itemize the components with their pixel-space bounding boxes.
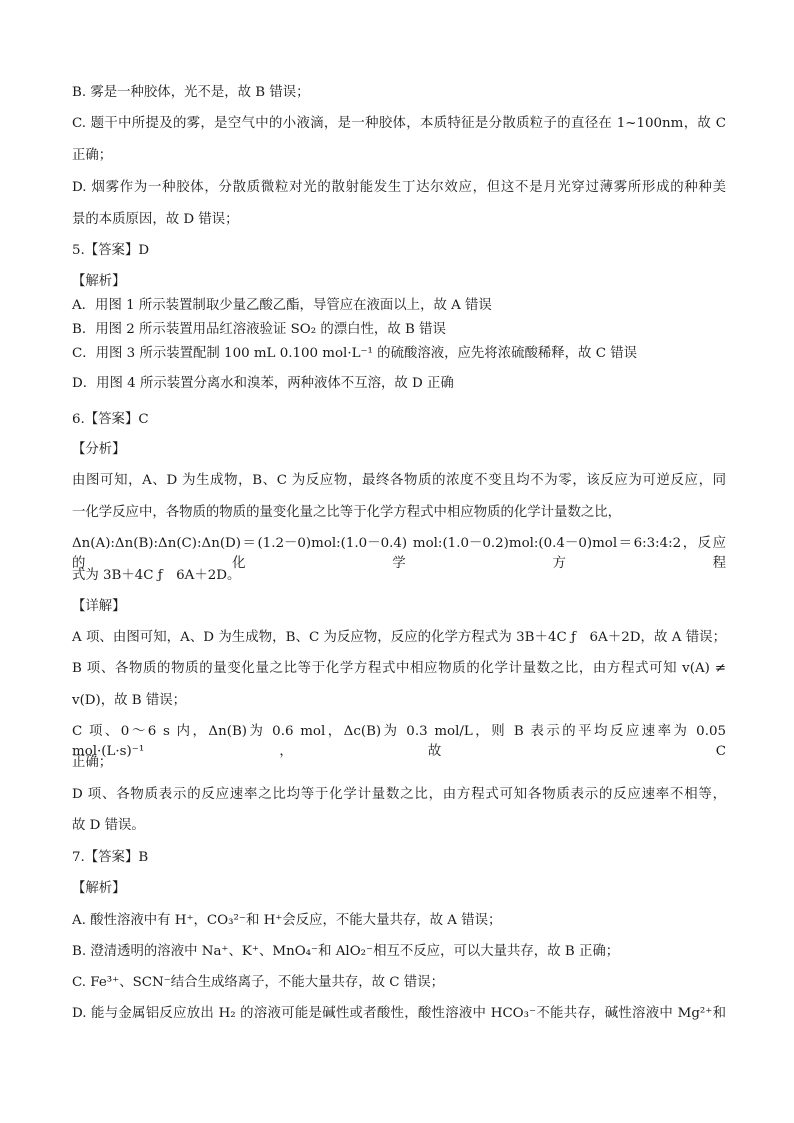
q7-answer: 7.【答案】B bbox=[72, 850, 149, 865]
q6-detail-b-line2: v(D)，故 B 错误； bbox=[72, 693, 187, 708]
q6-analysis-line4: 式为 3B＋4C ƒ 6A＋2D。 bbox=[72, 568, 241, 583]
q6-analysis-heading: 【分析】 bbox=[72, 442, 126, 457]
q6-analysis-line1: 由图可知，A、D 为生成物，B、C 为反应物，最终各物质的浓度不变且均不为零，该反应为可逆反应，同 bbox=[72, 473, 726, 488]
q6-analysis-line3: Δn(A):Δn(B):Δn(C):Δn(D)＝(1.2－0)mol:(1.0－0.4) mol:(1.0－0.2)mol:(0.4－0)mol＝6:3:4:2，反应的化学方程 bbox=[72, 536, 726, 571]
q5-answer: 5.【答案】D bbox=[72, 243, 150, 258]
q6-detail-d-line1: D 项、各物质表示的反应速率之比均等于化学计量数之比，由方程式可知各物质表示的反应速率不相等， bbox=[72, 787, 726, 802]
q6-detail-c-line1: C 项、0～6 s 内，Δn(B)为 0.6 mol，Δc(B)为 0.3 mol/L，则 B 表示的平均反应速率为 0.05 mol·(L·s)⁻¹，故 C bbox=[72, 724, 726, 759]
q4-option-c-line2: 正确； bbox=[72, 148, 113, 163]
q7-option-c: C. Fe³⁺、SCN⁻结合生成络离子，不能大量共存，故 C 错误； bbox=[72, 975, 444, 990]
q7-analysis-heading: 【解析】 bbox=[72, 881, 126, 896]
q6-detail-b-line1: B 项、各物质的物质的量变化量之比等于化学方程式中相应物质的化学计量数之比，由方程式可知 v(A) ≠ bbox=[72, 661, 726, 676]
q7-option-a: A. 酸性溶液中有 H⁺，CO₃²⁻和 H⁺会反应，不能大量共存，故 A 错误； bbox=[72, 913, 502, 928]
q7-option-d: D. 能与金属铝反应放出 H₂ 的溶液可能是碱性或者酸性，酸性溶液中 HCO₃⁻不能共存，碱性溶液中 Mg²⁺和 bbox=[72, 1006, 726, 1021]
q5-option-b: B．用图 2 所示装置用品红溶液验证 SO₂ 的漂白性，故 B 错误 bbox=[72, 322, 446, 337]
q6-detail-heading: 【详解】 bbox=[72, 599, 126, 614]
q6-answer: 6.【答案】C bbox=[72, 412, 149, 427]
q7-option-b: B. 澄清透明的溶液中 Na⁺、K⁺、MnO₄⁻和 AlO₂⁻相互不反应，可以大量共存，故 B 正确； bbox=[72, 944, 620, 959]
q6-detail-d-line2: 故 D 错误。 bbox=[72, 818, 145, 833]
q4-option-b: B. 雾是一种胶体，光不是，故 B 错误； bbox=[72, 85, 310, 100]
q5-option-a: A．用图 1 所示装置制取少量乙酸乙酯，导管应在液面以上，故 A 错误 bbox=[72, 298, 492, 313]
q4-option-d-line2: 景的本质原因，故 D 错误； bbox=[72, 212, 239, 227]
q6-analysis-line2: 一化学反应中，各物质的物质的量变化量之比等于化学方程式中相应物质的化学计量数之比， bbox=[72, 505, 622, 520]
q4-option-d-line1: D. 烟雾作为一种胶体，分散质微粒对光的散射能发生丁达尔效应，但这不是月光穿过薄雾所形成的种种美 bbox=[72, 180, 726, 195]
q6-detail-c-line2: 正确； bbox=[72, 755, 113, 770]
q4-option-c-line1: C. 题干中所提及的雾，是空气中的小液滴，是一种胶体，本质特征是分散质粒子的直径在 1~100nm，故 C bbox=[72, 116, 726, 131]
q5-option-d: D．用图 4 所示装置分离水和溴苯，两种液体不互溶，故 D 正确 bbox=[72, 376, 454, 391]
q5-analysis-heading: 【解析】 bbox=[72, 274, 126, 289]
q5-option-c: C．用图 3 所示装置配制 100 mL 0.100 mol·L⁻¹ 的硫酸溶液，应先将浓硫酸稀释，故 C 错误 bbox=[72, 346, 637, 361]
q6-detail-a: A 项、由图可知，A、D 为生成物，B、C 为反应物，反应的化学方程式为 3B＋4C ƒ 6A＋2D，故 A 错误； bbox=[72, 630, 726, 645]
